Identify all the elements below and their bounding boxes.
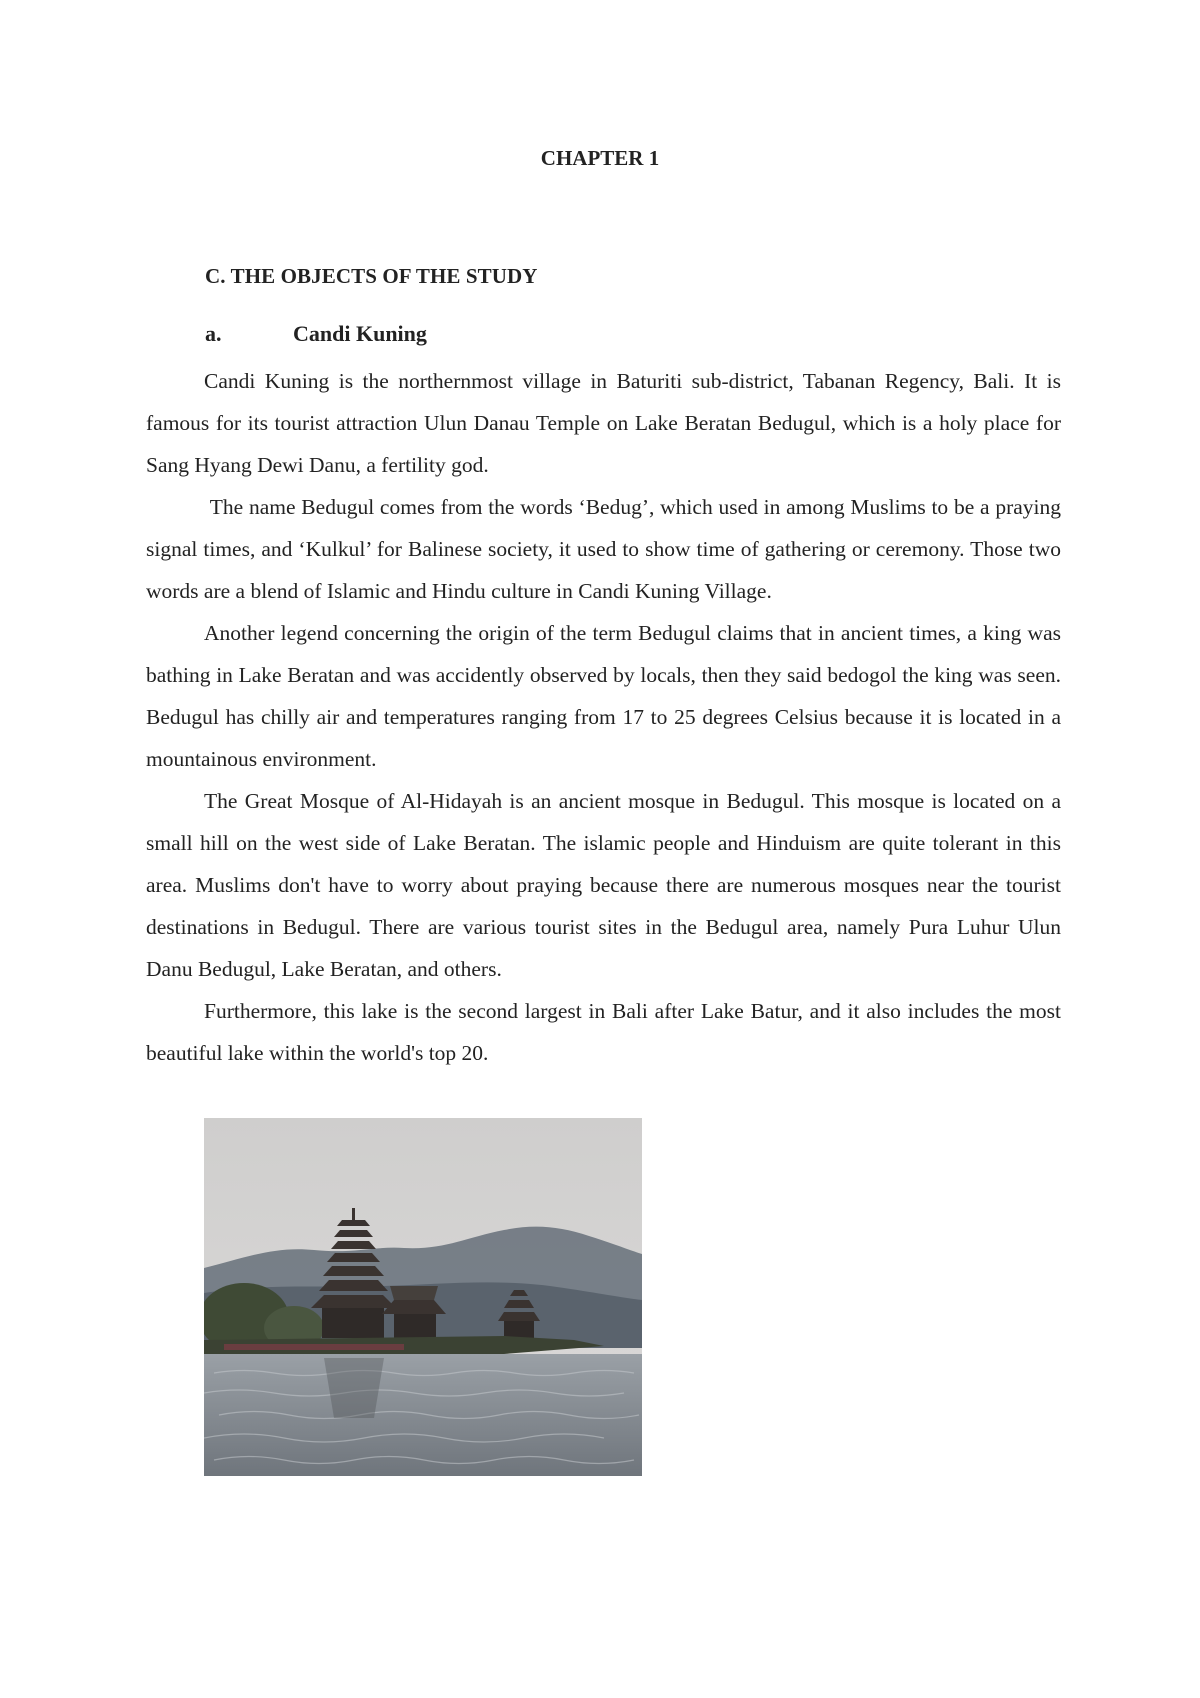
subsection-heading — [205, 321, 427, 347]
ulun-danu-temple-illustration — [204, 1118, 642, 1476]
paragraph: The Great Mosque of Al-Hidayah is an ancient mosque in Bedugul. This mosque is located on a small hill on the west side of Lake Beratan. The islamic people and Hinduism are quite tolerant in this area. Muslims don't have to worry about praying because there are numerous mosques near the tourist destinations in Bedugul. There are various tourist sites in the Bedugul area, namely Pura Luhur Ulun Danu Bedugul, Lake Beratan, and others. — [146, 789, 1061, 981]
paragraph: Another legend concerning the origin of the term Bedugul claims that in ancient times, a king was bathing in Lake Beratan and was accidently observed by locals, then they said bedogol the king was seen. Bedugul has chilly air and temperatures ranging from 17 to 25 degrees Celsius because it is located in a mountainous environment. — [146, 621, 1061, 771]
paragraph: Furthermore, this lake is the second largest in Bali after Lake Batur, and it also includes the most beautiful lake within the world's top 20. — [146, 999, 1061, 1065]
lake-temple-photo — [204, 1118, 642, 1476]
subsection-letter: a. — [205, 321, 222, 346]
temple-reflection — [324, 1358, 384, 1418]
section-heading: C. THE OBJECTS OF THE STUDY — [205, 264, 538, 288]
chapter-title: CHAPTER 1 — [540, 146, 660, 170]
paragraph: Candi Kuning is the northernmost village in Baturiti sub-district, Tabanan Regency, Bali. It is famous for its tourist attraction Ulun Danau Temple on Lake Beratan Bedugul, which is a holy place for Sang Hyang Dewi Danu, a fertility god. — [146, 369, 1061, 477]
paragraph: The name Bedugul comes from the words ‘Bedug’, which used in among Muslims to be a praying signal times, and ‘Kulkul’ for Balinese society, it used to show time of gathering or ceremony. Those two words are a blend of Islamic and Hindu culture in Candi Kuning Village. — [146, 495, 1067, 603]
body-text — [146, 360, 1067, 1074]
subsection-title: Candi Kuning — [293, 321, 427, 346]
